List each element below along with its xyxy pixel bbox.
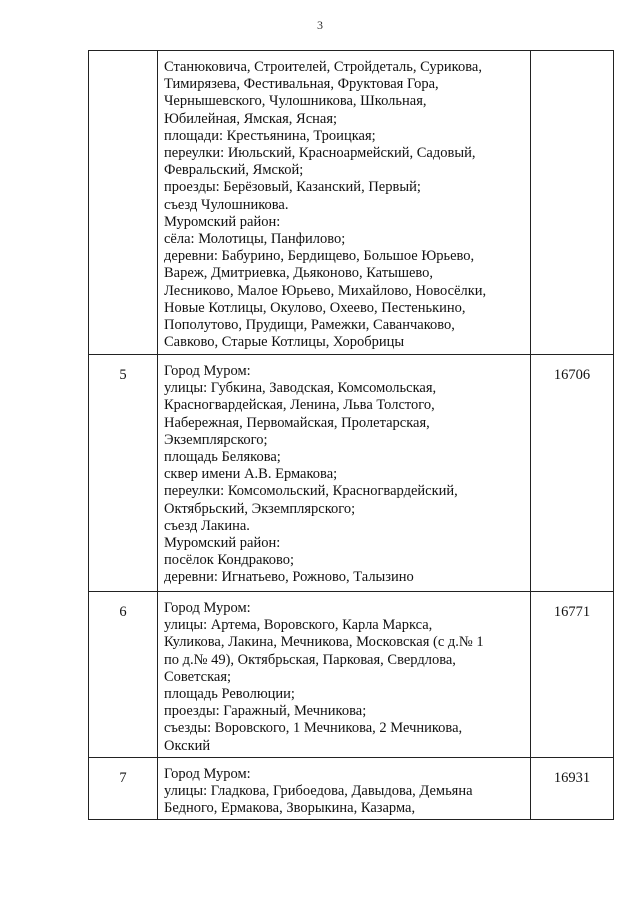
- district-description-cell: [158, 592, 531, 758]
- description-line: Красногвардейская, Ленина, Льва Толстого,: [164, 397, 435, 414]
- district-number-cell: [89, 355, 158, 592]
- description-line: Октябрьский, Экземплярского;: [164, 500, 356, 517]
- district-description: [164, 758, 526, 820]
- district-description-cell: [158, 51, 531, 355]
- description-line: улицы: Гладкова, Грибоедова, Давыдова, Демьяна: [164, 783, 473, 800]
- description-line: Советская;: [164, 668, 232, 685]
- table-row: [89, 757, 614, 820]
- district-description: [164, 592, 526, 757]
- description-line: по д.№ 49), Октябрьская, Парковая, Свердлова,: [164, 651, 456, 668]
- description-line: Куликова, Лакина, Мечникова, Московская (с д.№ 1: [164, 634, 484, 651]
- description-line: Чернышевского, Чулошникова, Школьная,: [164, 93, 427, 110]
- district-description: [164, 355, 526, 589]
- voter-count-cell: [531, 51, 614, 355]
- description-line: Город Муром:: [164, 363, 251, 379]
- voter-count: 16931: [553, 769, 591, 786]
- description-line: Тимирязева, Фестивальная, Фруктовая Гора,: [164, 76, 439, 93]
- district-description: [164, 51, 526, 353]
- description-line: площади: Крестьянина, Троицкая;: [164, 127, 376, 144]
- voter-count-cell: [531, 355, 614, 592]
- description-line: Пополутово, Прудищи, Рамежки, Саванчаково,: [164, 317, 455, 334]
- description-line: улицы: Артема, Воровского, Карла Маркса,: [164, 617, 433, 634]
- voter-count: 16706: [553, 367, 591, 383]
- description-line: проезды: Гаражный, Мечникова;: [164, 703, 367, 720]
- district-number-cell: [89, 51, 158, 355]
- description-line: Февральский, Ямской;: [164, 162, 304, 179]
- description-line: Новые Котлицы, Окулово, Охеево, Пестенькино,: [164, 299, 466, 316]
- voter-count-cell: [531, 757, 614, 820]
- description-line: посёлок Кондраково;: [164, 552, 295, 569]
- description-line: Вареж, Дмитриевка, Дьяконово, Катышево,: [164, 265, 434, 282]
- description-line: деревни: Игнатьево, Рожново, Талызино: [164, 569, 414, 586]
- description-line: переулки: Июльский, Красноармейский, Садовый,: [164, 145, 476, 162]
- description-line: съезд Чулошникова.: [164, 196, 289, 213]
- description-line: Станюковича, Строителей, Стройдеталь, Сурикова,: [164, 59, 482, 75]
- description-line: площадь Белякова;: [164, 449, 281, 466]
- table-row: [89, 592, 614, 758]
- districts-table: [88, 50, 614, 820]
- district-number: 7: [119, 769, 127, 786]
- voter-count: [531, 51, 613, 63]
- description-line: Юбилейная, Ямская, Ясная;: [164, 110, 338, 127]
- description-line: Окский: [164, 737, 211, 754]
- districts-table-body: [89, 51, 614, 820]
- district-number: 6: [119, 604, 127, 620]
- description-line: Муромский район:: [164, 213, 281, 230]
- district-description-cell: [158, 355, 531, 592]
- description-line: сквер имени А.В. Ермакова;: [164, 466, 338, 483]
- description-line: улицы: Губкина, Заводская, Комсомольская,: [164, 380, 437, 397]
- page-number: 3: [317, 18, 323, 32]
- description-line: Бедного, Ермакова, Зворыкина, Казарма,: [164, 800, 416, 817]
- district-number-cell: [89, 592, 158, 758]
- description-line: Савково, Старые Котлицы, Хоробрицы: [164, 334, 405, 351]
- district-number: 5: [119, 367, 127, 383]
- table-row: [89, 355, 614, 592]
- voter-count: 16771: [553, 604, 591, 620]
- table-row: [89, 51, 614, 355]
- district-description-cell: [158, 757, 531, 820]
- description-line: съезд Лакина.: [164, 517, 250, 534]
- description-line: Лесниково, Малое Юрьево, Михайлово, Новосёлки,: [164, 282, 487, 299]
- description-line: Экземплярского;: [164, 431, 268, 448]
- description-line: площадь Революции;: [164, 686, 295, 703]
- description-line: сёла: Молотицы, Панфилово;: [164, 231, 346, 248]
- description-line: деревни: Бабурино, Бердищево, Большое Юрьево,: [164, 248, 475, 265]
- district-number: [89, 51, 157, 63]
- description-line: Муромский район:: [164, 535, 281, 552]
- description-line: Город Муром:: [164, 765, 251, 782]
- district-number-cell: [89, 757, 158, 820]
- description-line: съезды: Воровского, 1 Мечникова, 2 Мечникова,: [164, 720, 463, 737]
- description-line: переулки: Комсомольский, Красногвардейский,: [164, 483, 458, 500]
- description-line: Город Муром:: [164, 600, 251, 616]
- description-line: Набережная, Первомайская, Пролетарская,: [164, 414, 430, 431]
- description-line: проезды: Берёзовый, Казанский, Первый;: [164, 179, 421, 196]
- voter-count-cell: [531, 592, 614, 758]
